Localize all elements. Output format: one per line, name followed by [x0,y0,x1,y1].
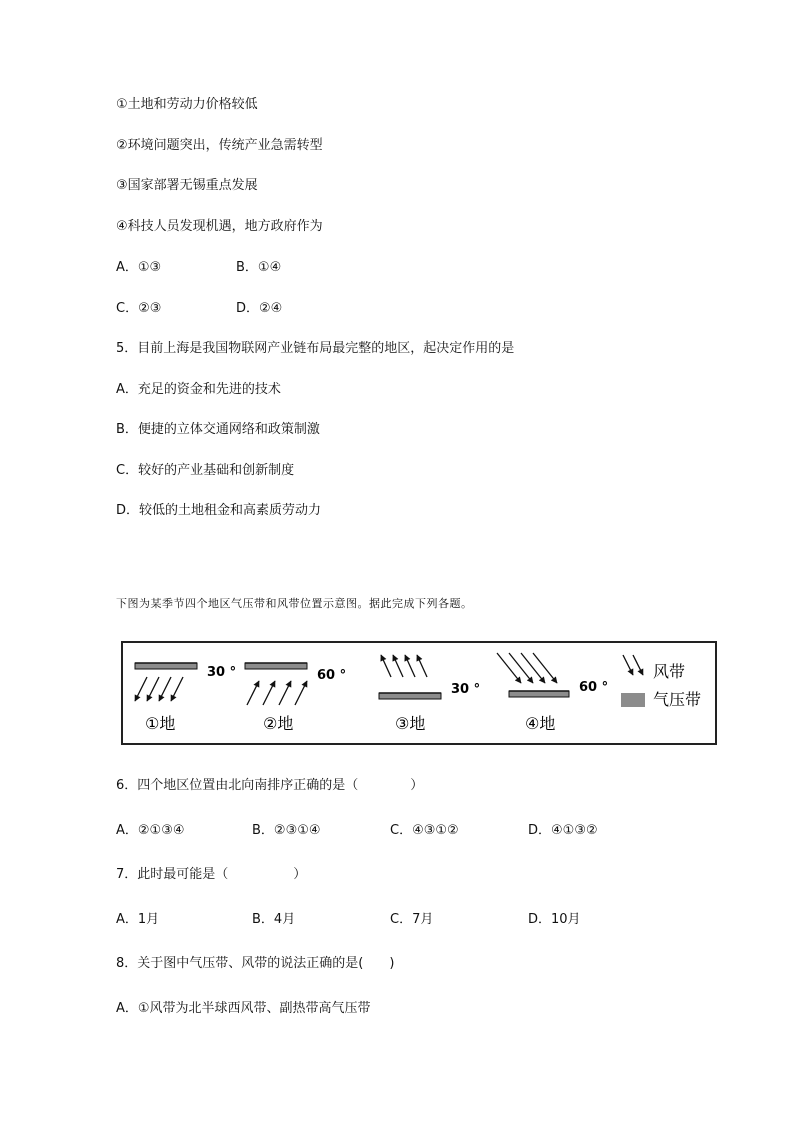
option-text: ②①③④ [137,823,185,838]
pressure-band [379,693,441,699]
latitude-label: 60 ° [317,668,347,683]
q7-option-a [116,911,159,929]
panel-1 [135,663,236,733]
q6-option-b [252,822,321,840]
option-text: 1月 [137,912,160,927]
q7-option-b [252,911,295,929]
q5-option-b: B．便捷的立体交通网络和政策制激 [116,422,320,437]
wind-legend-icon [623,655,643,675]
statement-1: ①土地和劳动力价格较低 [116,97,258,112]
option-letter: C． [390,912,413,927]
q5-stem: 5．目前上海是我国物联网产业链布局最完整的地区，起决定作用的是 [116,341,515,356]
q6-option-a [116,822,185,840]
pressure-band [135,663,197,669]
panel-4 [497,653,608,733]
q5-option-d: D．较低的土地租金和高素质劳动力 [116,503,322,518]
pressure-band [509,691,569,697]
latitude-label: 60 ° [579,680,609,695]
pressure-legend-swatch [621,693,645,707]
q8-option-a: A．①风带为北半球西风带、副热带高气压带 [116,1001,371,1016]
option-d [236,300,282,318]
pressure-band [245,663,307,669]
panel-label: ④地 [525,714,556,733]
wind-arrows [135,677,183,701]
option-letter: D． [528,912,552,927]
option-a [116,259,161,277]
option-text: ②③ [138,301,162,316]
q7-option-d [528,911,581,929]
option-letter: C． [390,823,413,838]
q7-stem: 7．此时最可能是（ ） [116,867,307,882]
option-letter: C． [116,301,139,316]
q5-option-a: A．充足的资金和先进的技术 [116,382,281,397]
option-b [236,259,281,277]
wind-arrows [247,681,307,705]
panel-2 [245,663,346,733]
option-c [116,300,161,318]
wind-arrows [497,653,557,683]
figure-intro: 下图为某季节四个地区气压带和风带位置示意图。据此完成下列各题。 [116,597,473,610]
option-text: 4月 [273,912,296,927]
option-letter: A． [116,823,138,838]
pressure-wind-figure [121,641,717,745]
figure-svg [123,643,715,743]
latitude-label: 30 ° [451,682,481,697]
option-text: ②④ [259,301,283,316]
latitude-label: 30 ° [207,665,237,680]
option-letter: A． [116,912,138,927]
statement-2: ②环境问题突出，传统产业急需转型 [116,138,323,153]
option-text: ④③①② [412,823,459,838]
option-letter: B． [236,260,258,275]
statement-3: ③国家部署无锡重点发展 [116,178,258,193]
legend [621,655,701,709]
panel-label: ①地 [145,714,176,733]
panel-label: ②地 [263,714,294,733]
q6-stem: 6．四个地区位置由北向南排序正确的是（ ） [116,778,424,793]
option-text: ①④ [257,260,282,275]
q5-option-c: C．较好的产业基础和创新制度 [116,463,295,478]
option-text: ①③ [137,260,162,275]
option-letter: D． [236,301,260,316]
statement-4: ④科技人员发现机遇，地方政府作为 [116,219,323,234]
panel-3 [379,655,480,733]
option-letter: D． [528,823,552,838]
wind-arrows [381,655,427,677]
panel-label: ③地 [395,714,426,733]
option-letter: A． [116,260,138,275]
option-text: 7月 [412,912,434,927]
q8-stem: 8．关于图中气压带、风带的说法正确的是( ) [116,956,395,971]
q6-option-c [390,822,459,840]
q6-option-d [528,822,598,840]
option-text: 10月 [551,912,581,927]
q7-option-c [390,911,433,929]
option-text: ②③①④ [273,823,321,838]
pressure-legend-label: 气压带 [653,690,702,709]
option-letter: B． [252,912,274,927]
option-text: ④①③② [551,823,598,838]
wind-legend-label: 风带 [653,662,686,681]
option-letter: B． [252,823,274,838]
